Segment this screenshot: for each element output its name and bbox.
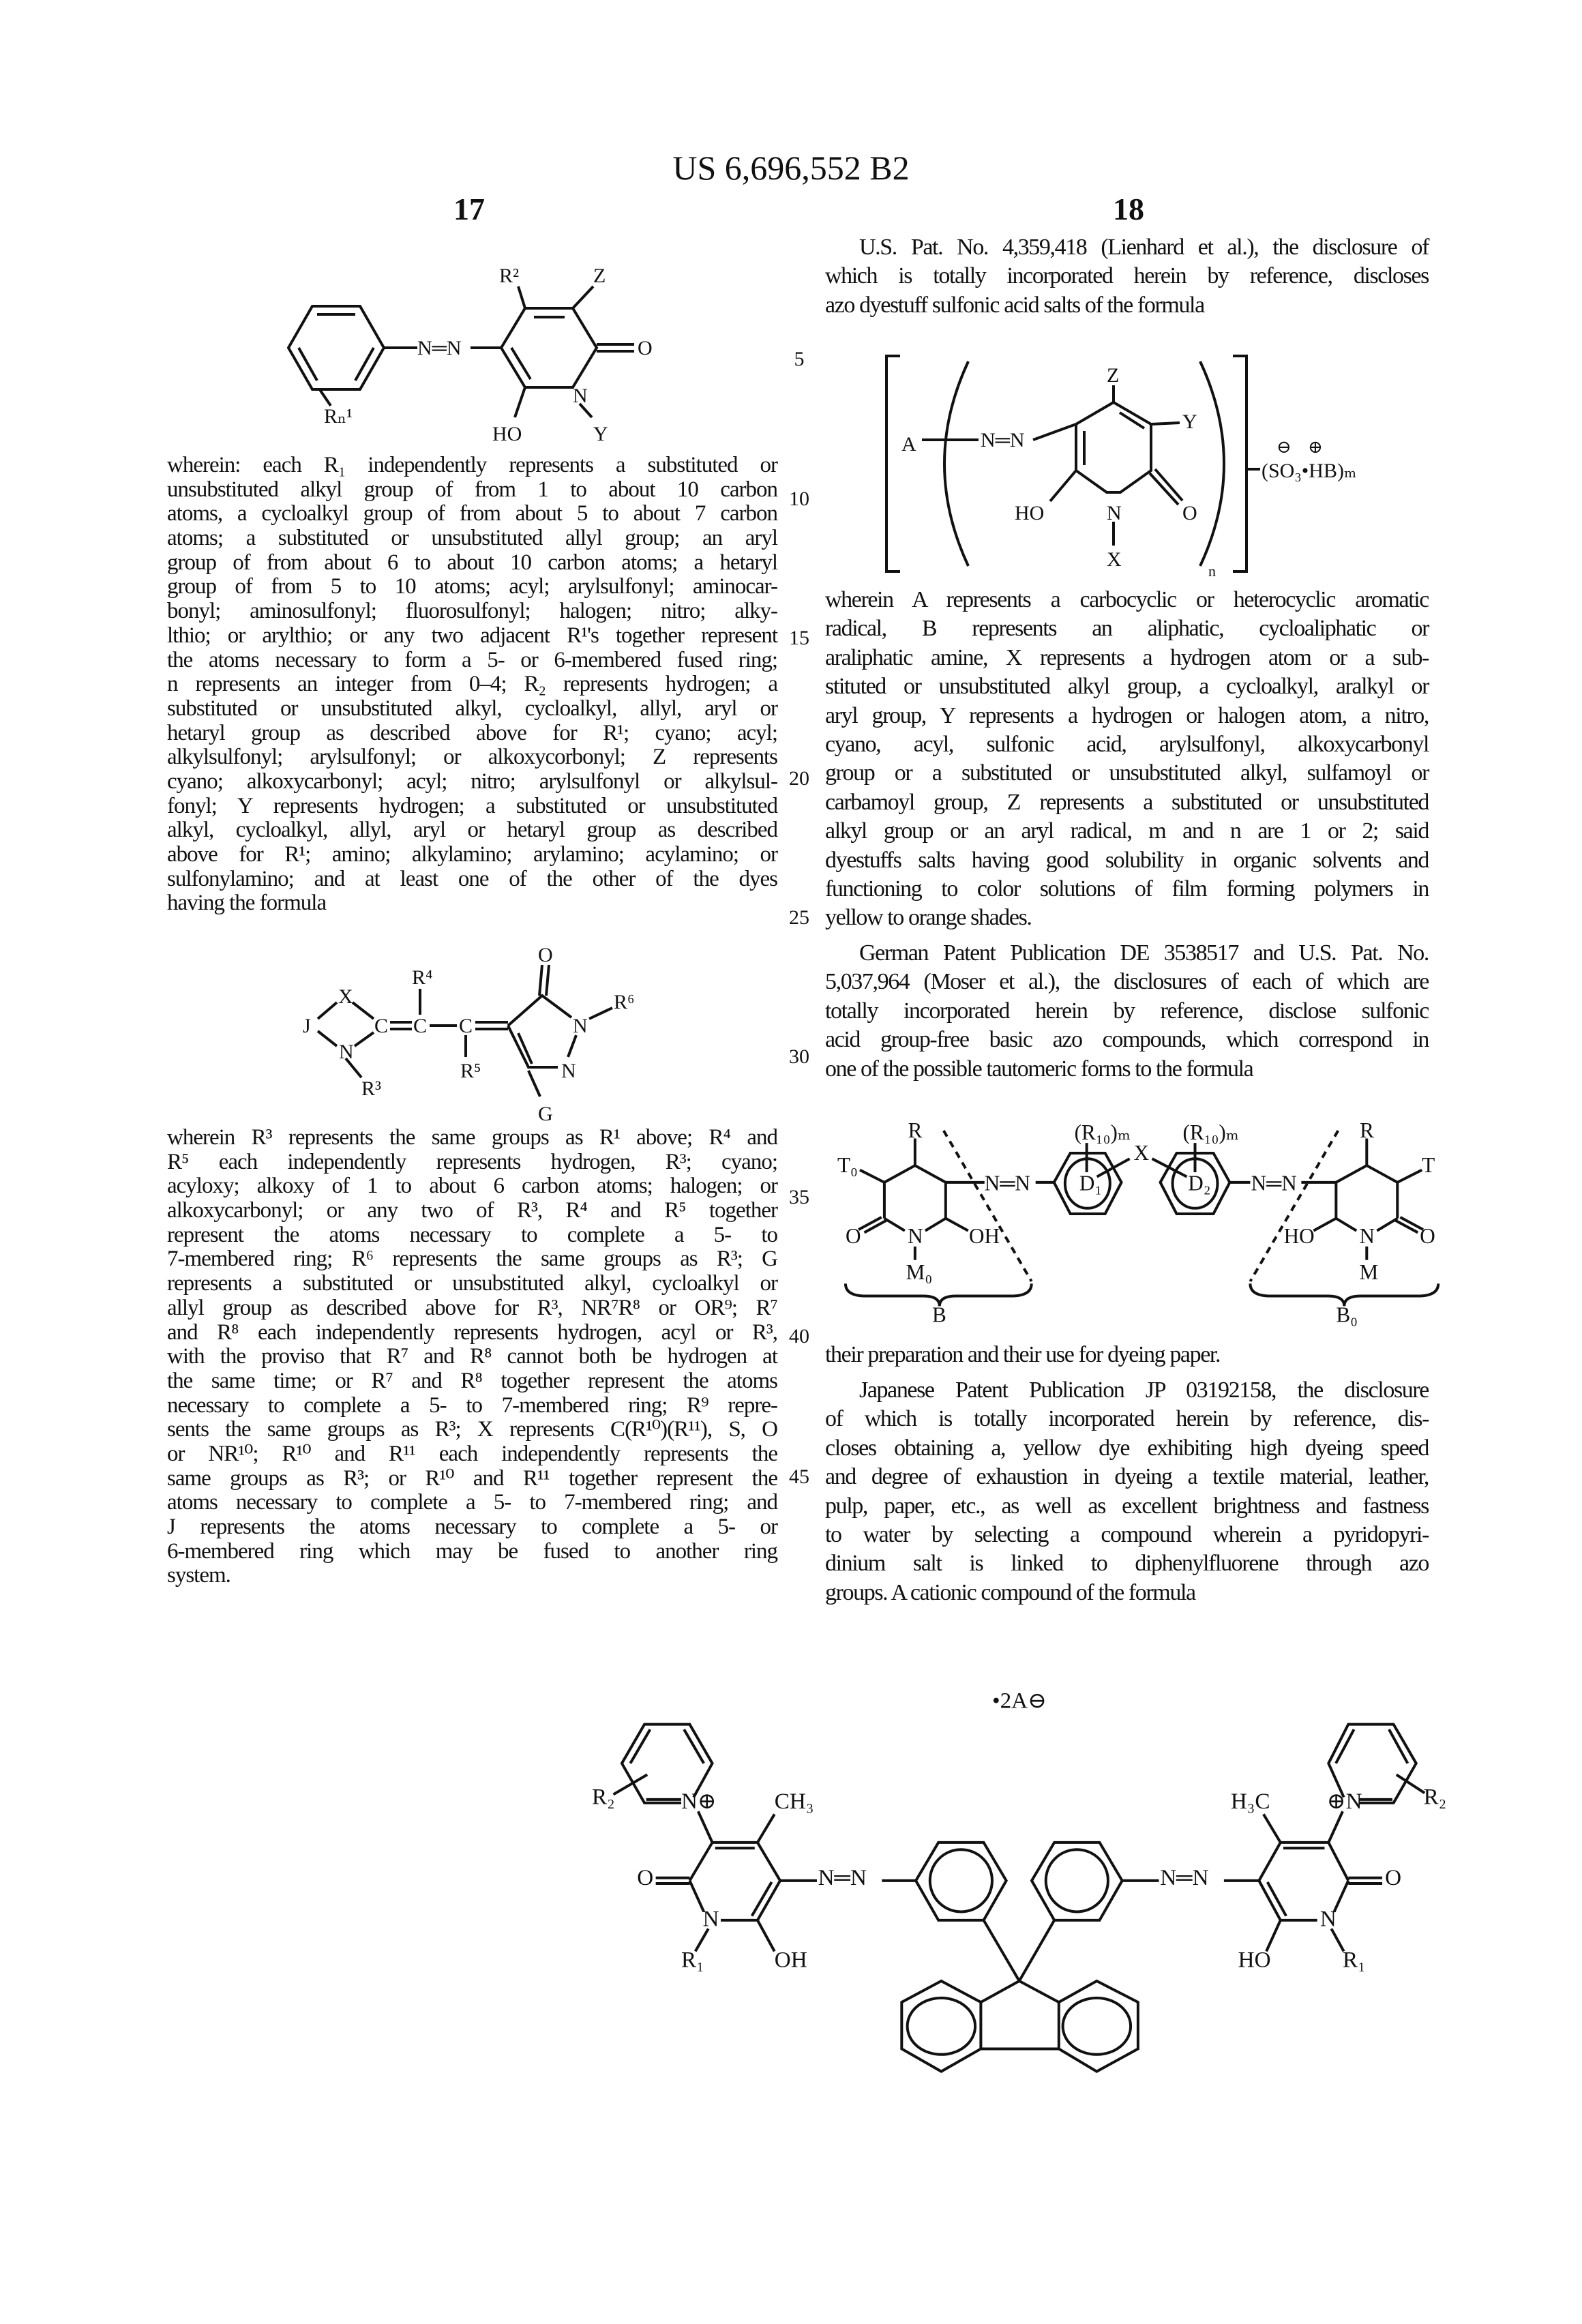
text-line: 6-membered ring which may be fused to another ring (167, 1540, 777, 1564)
text-line: represents a substituted or unsubstituted alkyl, cycloalkyl or (167, 1272, 777, 1296)
text-line: yellow to orange shades. (825, 904, 1429, 932)
bond-line (984, 1920, 1019, 1981)
label-oh: OH (775, 1947, 807, 1972)
text-line: aryl group, Y represents a hydrogen or halogen atom, a nitro, (825, 702, 1429, 730)
text-line: lthio; or arylthio; or any two adjacent R¹'s together represent (167, 624, 777, 649)
bond-line (981, 1981, 1019, 2002)
right-paragraph-2 (825, 586, 1429, 933)
right-paragraph-1 (825, 233, 1429, 320)
label-d2: D₂ (1188, 1171, 1210, 1195)
label-n: N (573, 1015, 588, 1037)
label-n: N (908, 1224, 923, 1248)
text-line: acyloxy; alkoxy of 1 to about 6 carbon atoms; halogen; or (167, 1174, 777, 1199)
text-line: wherein R³ represents the same groups as R¹ above; R⁴ and (167, 1126, 777, 1150)
label-group (592, 1688, 1446, 1973)
label-z: Z (1107, 364, 1119, 387)
label-a: A (901, 433, 916, 456)
label-x: X (1134, 1141, 1150, 1165)
text-line: hetaryl group as described above for R¹; cyano; acyl; (167, 721, 777, 746)
left-paragraph-2 (167, 1126, 777, 1588)
label-r5: R⁵ (460, 1060, 481, 1082)
line-number: 45 (786, 1465, 813, 1489)
text-line: radical, B represents an aliphatic, cycloaliphatic or (825, 614, 1429, 643)
bond-line (299, 348, 317, 381)
label-n: N (1107, 502, 1122, 524)
bond-line (568, 1035, 576, 1057)
plus-charge-icon: ⊕ (1308, 437, 1323, 457)
label-r2: R₂ (1424, 1785, 1447, 1810)
label-h3c: H₃C (1231, 1789, 1270, 1814)
label-r3: R³ (361, 1077, 381, 1100)
label-r4: R⁴ (412, 966, 432, 989)
text-line: having the formula (167, 891, 777, 916)
bond-line (1233, 356, 1247, 571)
bond-line (901, 1981, 981, 2072)
label-ho: HO (1284, 1224, 1315, 1248)
label-azo: N═N (985, 1171, 1030, 1195)
line-number: 5 (786, 348, 813, 371)
text-line: groups. A cationic compound of the formula (825, 1579, 1429, 1607)
bond-line (886, 356, 900, 571)
text-line: one of the possible tautomeric forms to the formula (825, 1055, 1429, 1084)
label-ho: HO (1015, 502, 1044, 524)
label-g: G (538, 1103, 553, 1125)
label-ho: HO (492, 423, 522, 445)
line-number: 25 (786, 906, 813, 929)
label-c: C (459, 1015, 473, 1037)
text-line: Japanese Patent Publication JP 03192158, the disclosure (825, 1376, 1429, 1405)
text-line: or NR¹⁰; R¹⁰ and R¹¹ each independently represents the (167, 1442, 777, 1467)
bond-line (518, 286, 525, 308)
label-x: X (338, 985, 353, 1008)
label-d1: D₁ (1079, 1171, 1102, 1195)
text-line: substituted or unsubstituted alkyl, cycloalkyl, allyl, aryl or (167, 697, 777, 721)
bond-line (908, 1998, 975, 2055)
label-t: T (1422, 1153, 1435, 1177)
bond-line (355, 348, 374, 381)
text-line: above for R¹; amino; alkylamino; arylamino; acylamino; or (167, 843, 777, 867)
right-paragraph-5 (825, 1376, 1429, 1607)
label-oh: OH (969, 1224, 1000, 1248)
label-rn1: Rₙ¹ (324, 405, 353, 428)
formula-bis-azo-basic (805, 1105, 1446, 1330)
text-line: to water by selecting a compound wherein a pyridopyri- (825, 1521, 1429, 1549)
label-o: O (538, 944, 553, 966)
text-line: and R⁸ each independently represents hydrogen, acyl or R³, (167, 1321, 777, 1345)
column-number-left: 17 (428, 192, 510, 226)
bond-line (319, 389, 331, 406)
formula-phenylazo-pyridone (273, 259, 682, 457)
text-line: carbamoyl group, Z represents a substituted or unsubstituted (825, 788, 1429, 817)
label-c: C (413, 1015, 427, 1037)
text-line: and degree of exhaustion in dyeing a textile material, leather, (825, 1463, 1429, 1491)
bond-line (1151, 423, 1180, 424)
bond-line (1397, 1170, 1422, 1182)
label-o: O (1182, 502, 1197, 524)
text-line: sulfonylamino; and at least one of the other of the dyes (167, 867, 777, 892)
bond-line (758, 1814, 775, 1842)
right-paragraph-4 (825, 1341, 1429, 1369)
benzene-ring (288, 306, 384, 389)
bond-line (539, 965, 542, 996)
label-x: X (1107, 548, 1122, 571)
text-line: atoms, a cycloalkyl group of from about 5 to about 7 carbon (167, 502, 777, 526)
bond-line (1331, 1928, 1343, 1951)
label-r1: R₁ (681, 1947, 704, 1972)
label-o: O (1385, 1865, 1401, 1890)
line-number: 15 (786, 627, 813, 650)
label-n: N (1360, 1224, 1375, 1248)
label-n-plus: N⊕ (681, 1789, 717, 1814)
line-number: 35 (786, 1186, 813, 1209)
text-line: pulp, paper, etc., as well as excellent brightness and fastness (825, 1492, 1429, 1521)
label-r2: R₂ (592, 1785, 615, 1810)
label-salt: (SO₃•HB)ₘ (1262, 460, 1356, 482)
text-line: atoms; a substituted or unsubstituted allyl group; an aryl (167, 526, 777, 551)
label-r: R (1360, 1118, 1374, 1142)
bond-line (589, 1008, 612, 1019)
bond-line (630, 1729, 650, 1763)
minus-charge-icon: ⊖ (1277, 437, 1292, 457)
bond-line (930, 1849, 992, 1911)
text-line: fonyl; Y represents hydrogen; a substituted or unsubstituted (167, 794, 777, 819)
bond-line (1313, 1219, 1336, 1231)
bond-line (1336, 1219, 1356, 1231)
text-line: their preparation and their use for dyeing paper. (825, 1341, 1429, 1369)
text-line: closes obtaining a, yellow dye exhibiting high dyeing speed (825, 1434, 1429, 1463)
bond-line (884, 1219, 905, 1231)
line-number: 40 (786, 1325, 813, 1348)
label-n: N (1320, 1907, 1337, 1932)
label-o: O (1420, 1224, 1435, 1248)
label-o: O (638, 337, 653, 359)
text-line: cyano; alkoxycarbonyl; acyl; nitro; arylsulfonyl or alkylsul- (167, 770, 777, 794)
text-line: allyl group as described above for R³, NR⁷R⁸ or OR⁹; R⁷ (167, 1296, 777, 1321)
text-line: same groups as R³; or R¹⁰ and R¹¹ together represent the (167, 1467, 777, 1491)
text-line: alkyl group or an aryl radical, m and n are 1 or 2; said (825, 817, 1429, 846)
text-line: araliphatic amine, X represents a hydrogen atom or a sub- (825, 644, 1429, 672)
pyridone-ring (1076, 402, 1151, 492)
bond-line (689, 1881, 704, 1912)
text-line: atoms necessary to complete a 5- to 7-membered ring; and (167, 1491, 777, 1515)
bond-line (1019, 1920, 1054, 1981)
text-line: with the proviso that R⁷ and R⁸ cannot both be hydrogen at (167, 1345, 777, 1369)
label-n: N (339, 1041, 354, 1063)
text-line: functioning to color solutions of film forming polymers in (825, 875, 1429, 904)
text-line: R⁵ each independently represents hydrogen, R³; cyano; (167, 1150, 777, 1175)
bond-line (318, 1002, 337, 1019)
bond-line (944, 361, 968, 566)
text-line: dyestuffs salts having good solubility in organic solvents and (825, 846, 1429, 875)
text-line: represent the atoms necessary to complete a 5- to (167, 1223, 777, 1248)
label-azo: N═N (818, 1865, 867, 1890)
bond-line (511, 348, 531, 379)
label-y: Y (593, 423, 608, 445)
text-line: dinium salt is linked to diphenylfluorene through azo (825, 1549, 1429, 1578)
bond-line (698, 1811, 713, 1843)
bond-line (1266, 1920, 1281, 1952)
label-r: R (908, 1118, 923, 1142)
text-line: unsubstituted alkyl group of from 1 to about 10 carbon (167, 478, 777, 503)
text-line: necessary to complete a 5- to 7-membered ring; R⁹ repre- (167, 1394, 777, 1418)
text-line: cyano, acyl, sulfonic acid, arylsulfonyl, alkoxycarbonyl (825, 730, 1429, 759)
text-line: which is totally incorporated herein by reference, discloses (825, 262, 1429, 290)
label-t0: T₀ (837, 1153, 858, 1177)
label-z: Z (593, 265, 606, 287)
bond-line (1019, 1981, 1059, 2002)
label-o: O (846, 1224, 861, 1248)
pyridone-ring (501, 308, 597, 387)
label-y: Y (1182, 411, 1197, 433)
label-c: C (374, 1015, 388, 1037)
text-line: the same time; or R⁷ and R⁸ together represent the atoms (167, 1369, 777, 1394)
label-azo: N═N (981, 429, 1025, 451)
text-line: stituted or unsubstituted alkyl group, a cycloalkyl, aralkyl or (825, 672, 1429, 701)
label-j: J (303, 1015, 311, 1037)
label-r2: R² (499, 265, 519, 287)
bond-line (508, 1026, 558, 1067)
text-line: group of from about 6 to about 10 carbon atoms; a hetaryl (167, 551, 777, 576)
label-r6: R⁶ (614, 991, 634, 1013)
bond-line (1250, 1131, 1338, 1281)
bond-line (884, 1165, 946, 1219)
bond-line (1046, 1849, 1108, 1911)
text-line: U.S. Pat. No. 4,359,418 (Lienhard et al.), the disclosure of (825, 233, 1429, 262)
line-number: 20 (786, 767, 813, 790)
label-r1: R₁ (1343, 1947, 1366, 1972)
bond-line (925, 1219, 946, 1231)
bond-line (1377, 1219, 1397, 1231)
label-m0: M₀ (906, 1260, 933, 1284)
label-n: N (561, 1060, 576, 1082)
label-n-subscript: n (1208, 563, 1216, 580)
label-o: O (637, 1865, 653, 1890)
formula-cationic-fluorene-dye (546, 1650, 1432, 2094)
text-line: wherein A represents a carbocyclic or heterocyclic aromatic (825, 586, 1429, 614)
right-paragraph-3 (825, 939, 1429, 1084)
label-r10m: (R₁₀)ₘ (1183, 1120, 1239, 1144)
bond-line (1050, 471, 1076, 501)
left-paragraph-1 (167, 453, 777, 916)
formula-merocyanine (293, 941, 648, 1125)
text-line: wherein: each R₁ independently represents a substituted or (167, 453, 777, 478)
line-number: 10 (786, 488, 813, 511)
text-line: n represents an integer from 0–4; R₂ represents hydrogen; a (167, 672, 777, 697)
publication-number: US 6,696,552 B2 (0, 149, 1582, 187)
text-line: azo dyestuff sulfonic acid salts of the formula (825, 291, 1429, 320)
label-b0: B₀ (1336, 1302, 1358, 1326)
text-line: 7-membered ring; R⁶ represents the same groups as R³; G (167, 1247, 777, 1272)
text-line: sents the same groups as R³; X represents C(R¹⁰)(R¹¹), S, O (167, 1418, 777, 1442)
bond-line (573, 286, 593, 308)
bond-line (528, 1071, 540, 1097)
text-line: group or a substituted or unsubstituted alkyl, sulfamoyl or (825, 759, 1429, 788)
text-line: alkylsulfonyl; arylsulfonyl; or alkoxycorbonyl; Z represents (167, 745, 777, 770)
bond-line (318, 1031, 337, 1046)
bond-line (860, 1170, 884, 1182)
label-azo: N═N (1160, 1865, 1208, 1890)
label-anion: •2A⊖ (992, 1688, 1047, 1714)
text-line: of which is totally incorporated herein by reference, dis- (825, 1405, 1429, 1433)
bond-line (1063, 1998, 1131, 2055)
text-line: acid group-free basic azo compounds, which correspond in (825, 1026, 1429, 1054)
text-line: totally incorporated herein by reference, disclose sulfonic (825, 997, 1429, 1026)
bond-line (946, 1219, 968, 1231)
label-n-plus: ⊕N (1327, 1789, 1362, 1814)
text-line: German Patent Publication DE 3538517 and U.S. Pat. No. (825, 939, 1429, 968)
bond-line (1033, 424, 1076, 440)
text-line: J represents the atoms necessary to complete a 5- or (167, 1515, 777, 1540)
line-number: 30 (786, 1045, 813, 1069)
bond-line (355, 1032, 374, 1046)
label-ch3: CH₃ (775, 1789, 814, 1814)
bond-line (684, 1729, 704, 1763)
column-number-right: 18 (1088, 192, 1169, 226)
label-r10m: (R₁₀)ₘ (1075, 1120, 1131, 1144)
label-azo: N═N (417, 337, 462, 359)
text-line: bonyl; aminosulfonyl; fluorosulfonyl; halogen; nitro; alky- (167, 599, 777, 624)
text-line: 5,037,964 (Moser et al.), the disclosures of each of which are (825, 968, 1429, 996)
bond-line (515, 387, 525, 417)
bond-line (546, 965, 549, 996)
label-azo: N═N (1251, 1171, 1297, 1195)
bond-line (1120, 413, 1144, 428)
text-line: alkyl, cycloalkyl, allyl, aryl or hetaryl group as described (167, 818, 777, 843)
bond-line (1336, 1165, 1397, 1219)
bond-line (944, 1131, 1032, 1281)
bond-line (353, 1002, 374, 1019)
bond-line (1328, 1811, 1343, 1843)
bond-line (1264, 1814, 1281, 1842)
text-line: the atoms necessary to form a 5- or 6-membered fused ring; (167, 649, 777, 673)
label-m: M (1360, 1260, 1379, 1284)
label-b: B (932, 1302, 946, 1326)
bond-line (1200, 361, 1224, 566)
bond-line (1059, 1981, 1138, 2072)
label-n: N (573, 385, 588, 407)
label-n: N (702, 1907, 719, 1932)
text-line: alkoxycarbonyl; or any two of R³, R⁴ and R⁵ together (167, 1199, 777, 1223)
text-line: system. (167, 1564, 777, 1588)
formula-azo-sulfonic-salt (880, 351, 1425, 580)
label-ho: HO (1238, 1947, 1271, 1972)
bond-line (758, 1920, 775, 1952)
text-line: group of from 5 to 10 atoms; acyl; arylsulfonyl; aminocar- (167, 575, 777, 599)
pyrazolone-ring (508, 996, 571, 1026)
